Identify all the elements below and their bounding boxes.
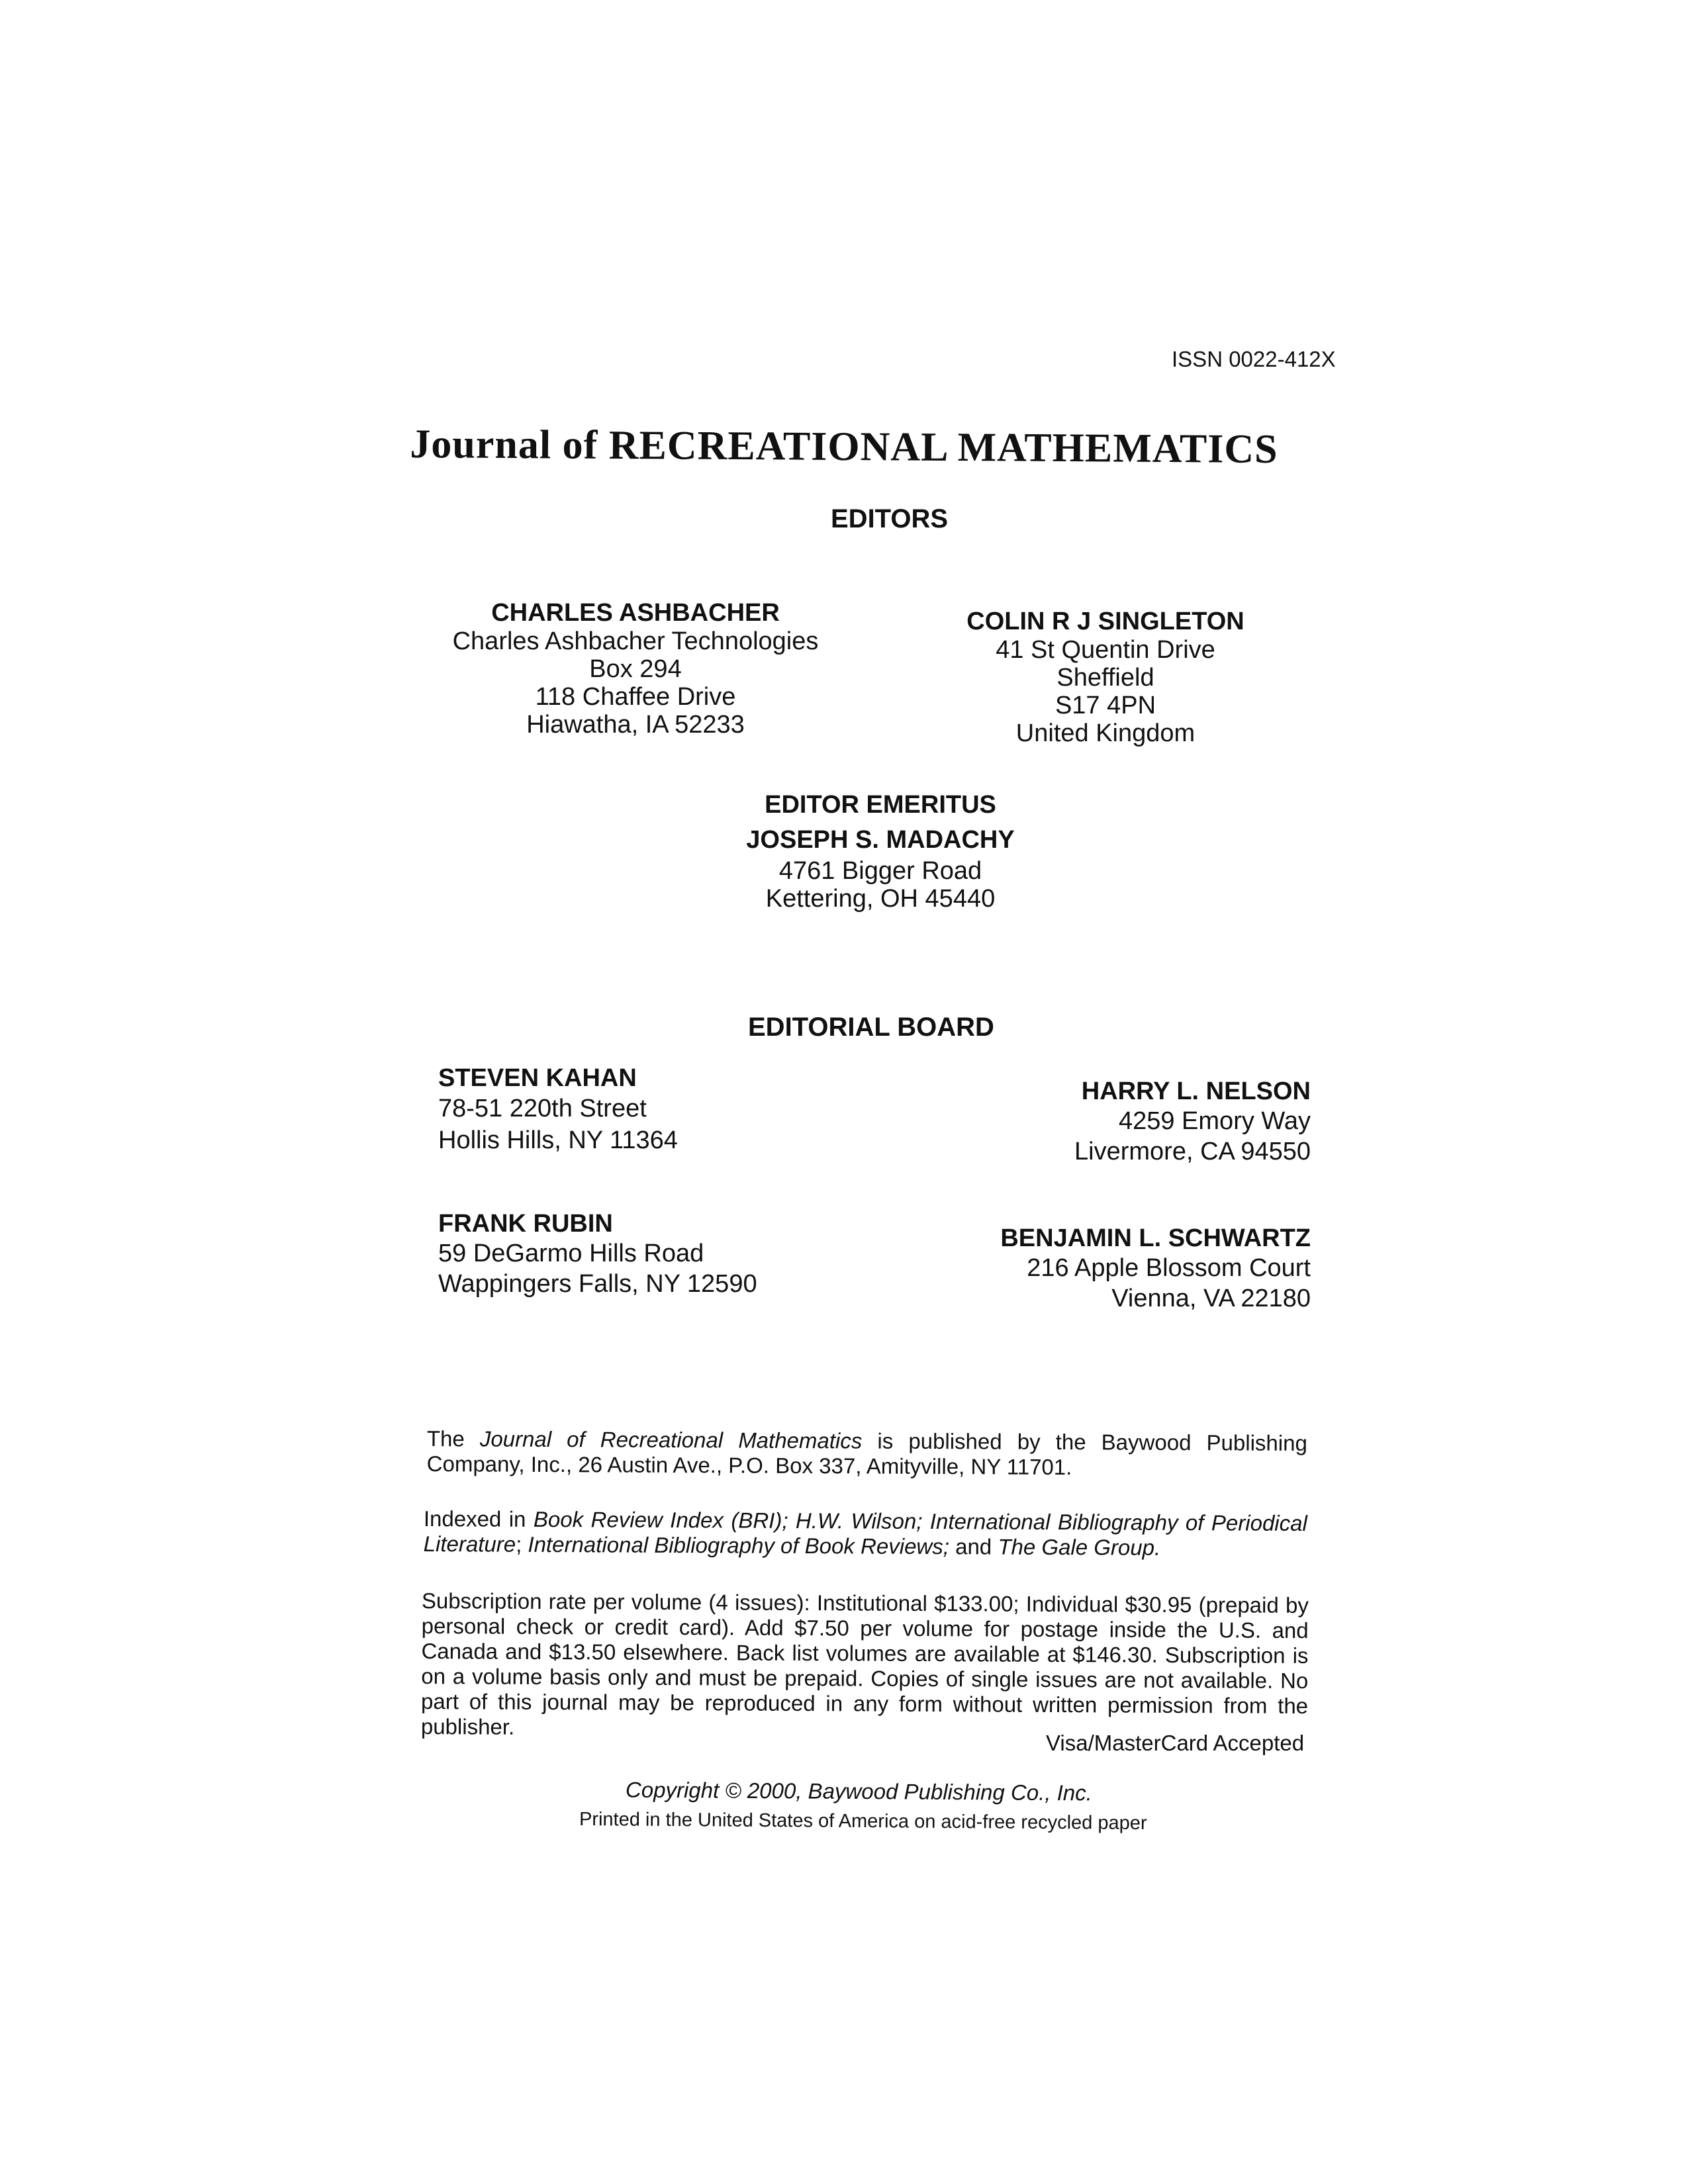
address-line: Hiawatha, IA 52233	[526, 711, 745, 739]
index-text: ;	[516, 1531, 528, 1557]
address-line: 78-51 220th Street	[438, 1095, 647, 1122]
visa-mastercard-line: Visa/MasterCard Accepted	[1046, 1731, 1305, 1755]
editorial-board-heading: EDITORIAL BOARD	[748, 1013, 994, 1042]
address-line: 4761 Bigger Road	[778, 857, 982, 885]
address-line: S17 4PN	[1055, 692, 1156, 719]
address-line: Livermore, CA 94550	[1074, 1138, 1311, 1165]
emeritus-heading: EDITOR EMERITUS	[765, 791, 996, 819]
board-member-kahan	[438, 1064, 678, 1156]
address-line: 4259 Emory Way	[1118, 1107, 1311, 1135]
member-name: HARRY L. NELSON	[1081, 1077, 1311, 1105]
publisher-text: The	[426, 1426, 480, 1451]
publisher-paragraph	[427, 1426, 1307, 1481]
address-line: Wappingers Falls, NY 12590	[438, 1270, 757, 1298]
address-line: 118 Chaffee Drive	[535, 683, 736, 711]
member-name: STEVEN KAHAN	[438, 1064, 637, 1092]
index-paragraph	[424, 1506, 1307, 1561]
member-name: BENJAMIN L. SCHWARTZ	[1000, 1224, 1311, 1252]
issn-number: ISSN 0022-412X	[1172, 347, 1336, 371]
member-name: FRANK RUBIN	[438, 1210, 613, 1238]
address-line: Hollis Hills, NY 11364	[438, 1126, 678, 1154]
index-italic: Book Review Index (BRI); H.W. Wilson; International Bibliography of Periodical Literature	[423, 1506, 1307, 1557]
address-line: 41 St Quentin Drive	[996, 636, 1215, 664]
copyright-line: Copyright © 2000, Baywood Publishing Co., Inc.	[625, 1777, 1093, 1805]
address-line: 216 Apple Blossom Court	[1027, 1254, 1311, 1282]
address-line: Kettering, OH 45440	[765, 885, 996, 913]
index-text: and	[949, 1534, 998, 1559]
editor-name: CHARLES ASHBACHER	[491, 599, 780, 627]
board-member-nelson	[980, 1077, 1311, 1167]
address-line: United Kingdom	[1015, 719, 1196, 747]
emeritus-name: JOSEPH S. MADACHY	[746, 826, 1015, 854]
index-text: Indexed in	[423, 1506, 534, 1531]
editor-singleton	[953, 608, 1258, 747]
publisher-text: is published by the Baywood Publishing Company, Inc., 26 Austin Ave., P.O. Box 337, Amityville, NY 11701.	[426, 1428, 1307, 1480]
editor-ashbacher	[450, 599, 821, 739]
address-line: Sheffield	[1056, 664, 1154, 692]
printed-line: Printed in the United States of America on acid-free recycled paper	[579, 1809, 1147, 1834]
board-member-schwartz	[927, 1224, 1311, 1314]
address-line: 59 DeGarmo Hills Road	[438, 1240, 704, 1267]
subscription-paragraph: Subscription rate per volume (4 issues): Institutional $133.00; Individual $30.95 (prepaid by personal check or credit card). Add $7.50 per volume for postage inside the U.S. and Canada and $13.50 elsewhere. Back list volumes are available at $146.30. Subscription is on a volume basis only and must be prepaid. Copies of single issues are not available. No part of this journal may be reproduced in any form without written permission from the publisher.	[420, 1588, 1309, 1739]
address-line: Vienna, VA 22180	[1111, 1285, 1311, 1312]
editors-heading: EDITORS	[831, 504, 949, 533]
editor-name: COLIN R J SINGLETON	[966, 608, 1244, 635]
address-line: Charles Ashbacher Technologies	[452, 627, 819, 655]
editor-emeritus	[728, 791, 1033, 913]
index-italic: The Gale Group.	[998, 1534, 1161, 1560]
board-member-rubin	[438, 1210, 757, 1299]
journal-title: Journal of RECREATIONAL MATHEMATICS	[410, 421, 1278, 473]
index-italic: International Bibliography of Book Reviews;	[528, 1531, 950, 1559]
journal-name-italic: Journal of Recreational Mathematics	[479, 1426, 863, 1453]
address-line: Box 294	[589, 655, 682, 683]
